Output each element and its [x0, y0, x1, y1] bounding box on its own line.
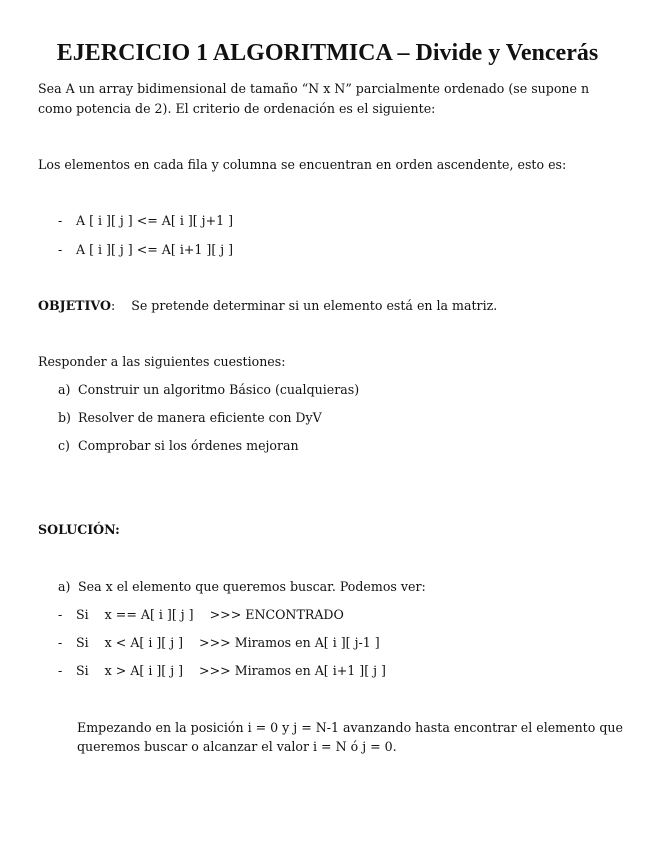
list-dash: -: [58, 213, 63, 228]
solution-item: [58, 577, 426, 597]
question-marker: b): [58, 410, 71, 425]
question-marker: a): [58, 382, 71, 397]
solution-case-text: Si x == A[ i ][ j ] >>> ENCONTRADO: [76, 607, 344, 622]
solution-marker: a): [58, 579, 71, 594]
list-dash: -: [58, 242, 63, 257]
list-dash: -: [58, 607, 63, 622]
question-item: [58, 436, 299, 456]
solution-case: [58, 633, 380, 653]
question-marker: c): [58, 438, 70, 453]
explanation-line: Empezando en la posición i = 0 y j = N-1 avanzando hasta encontrar el elemento que: [77, 720, 623, 735]
question-text: Comprobar si los órdenes mejoran: [78, 438, 299, 453]
objective-line: [38, 296, 497, 316]
question-item: [58, 408, 322, 428]
condition-row: [58, 240, 233, 260]
questions-intro: Responder a las siguientes cuestiones:: [38, 354, 286, 369]
solution-case: [58, 661, 386, 681]
page-title: EJERCICIO 1 ALGORITMICA – Divide y Vencerás: [56, 40, 599, 66]
criterion-paragraph: Los elementos en cada fila y columna se encuentran en orden ascendente, esto es:: [38, 157, 567, 172]
condition-row: [58, 211, 233, 231]
objective-text: : Se pretende determinar si un elemento está en la matriz.: [110, 298, 498, 313]
explanation-line: queremos buscar o alcanzar el valor i = N ó j = 0.: [77, 739, 397, 754]
solution-item-text: Sea x el elemento que queremos buscar. Podemos ver:: [78, 579, 426, 594]
list-dash: -: [58, 635, 63, 650]
question-text: Construir un algoritmo Básico (cualquieras): [78, 382, 360, 397]
condition-text: A [ i ][ j ] <= A[ i+1 ][ j ]: [76, 242, 234, 257]
solution-case: [58, 605, 344, 625]
objective-label: OBJETIVO: [38, 298, 111, 313]
solution-case-text: Si x < A[ i ][ j ] >>> Miramos en A[ i ][ j-1 ]: [76, 635, 380, 650]
question-text: Resolver de manera eficiente con DyV: [78, 410, 322, 425]
solution-case-text: Si x > A[ i ][ j ] >>> Miramos en A[ i+1 ][ j ]: [76, 663, 386, 678]
condition-text: A [ i ][ j ] <= A[ i ][ j+1 ]: [76, 213, 234, 228]
solution-label: SOLUCIÓN:: [38, 522, 120, 537]
question-item: [58, 380, 359, 400]
list-dash: -: [58, 663, 63, 678]
intro-paragraph: Sea A un array bidimensional de tamaño “N x N” parcialmente ordenado (se supone n como potencia de 2). El criterio de ordenación es el siguiente:: [38, 81, 590, 116]
